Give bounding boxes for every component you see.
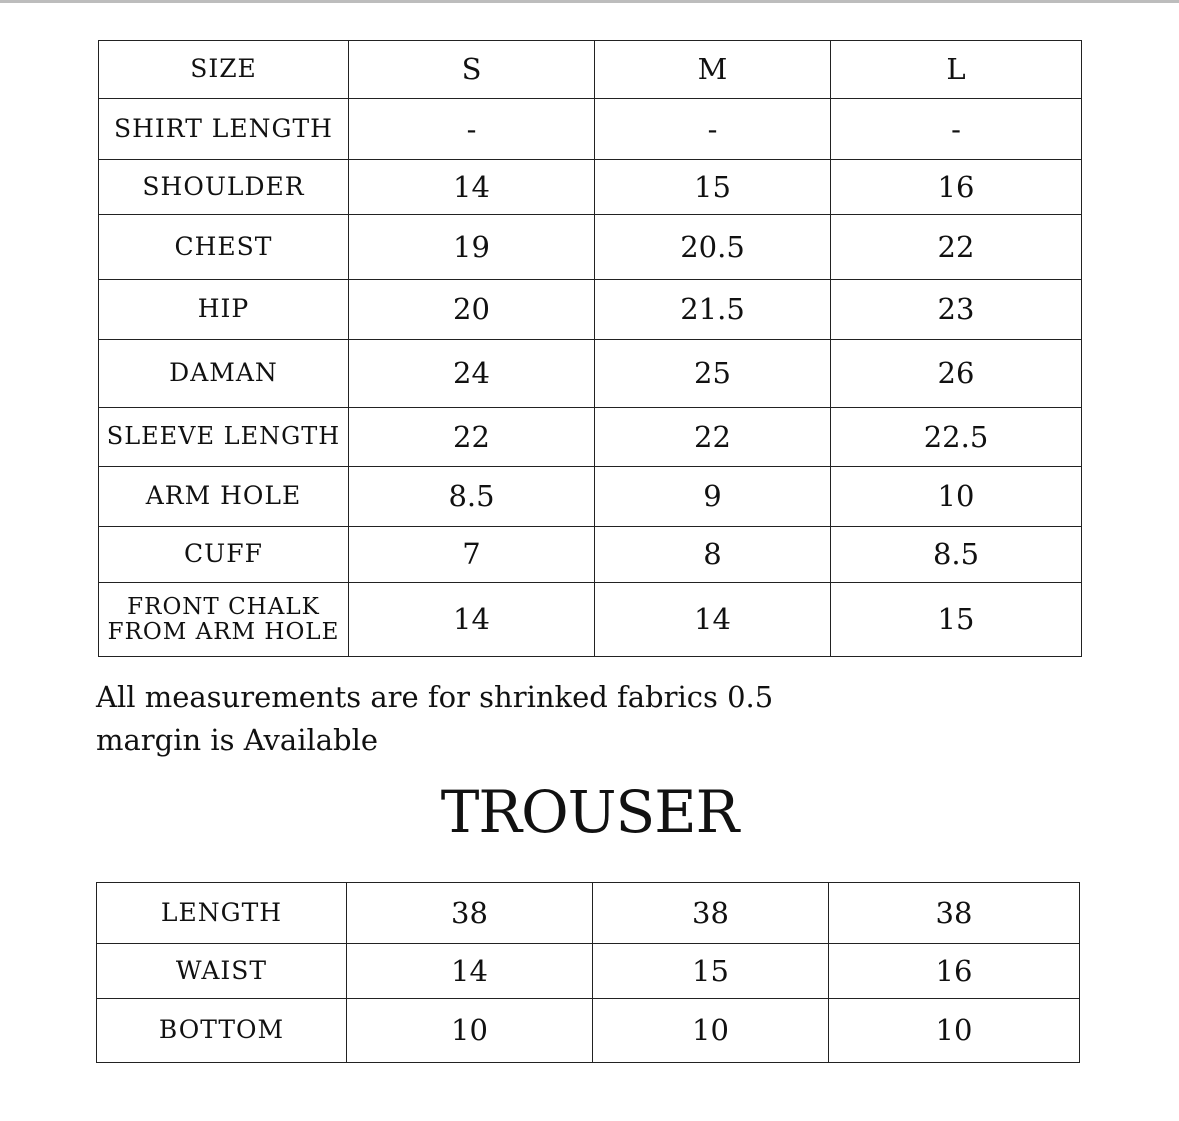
row-label: WAIST	[97, 944, 347, 999]
row-label: SHOULDER	[99, 160, 349, 215]
cell-s: 14	[347, 944, 593, 999]
note-line2: margin is Available	[96, 723, 379, 757]
row-label: DAMAN	[99, 340, 349, 408]
row-label: SLEEVE LENGTH	[99, 408, 349, 467]
cell-s: 38	[347, 883, 593, 944]
cell-m: 21.5	[595, 280, 831, 340]
cell-s: 22	[349, 408, 595, 467]
cell-s: 10	[347, 999, 593, 1063]
cell-l: 22	[831, 215, 1082, 280]
row-label: LENGTH	[97, 883, 347, 944]
row-label: SHIRT LENGTH	[99, 99, 349, 160]
row-label: BOTTOM	[97, 999, 347, 1063]
table-row	[99, 280, 1082, 340]
shirt-size-table	[98, 40, 1082, 657]
header-size: SIZE	[99, 41, 349, 99]
table-row	[99, 160, 1082, 215]
cell-m: 25	[595, 340, 831, 408]
cell-m: 22	[595, 408, 831, 467]
cell-l: 8.5	[831, 527, 1082, 583]
header-l: L	[831, 41, 1082, 99]
row-label: ARM HOLE	[99, 467, 349, 527]
cell-m: -	[595, 99, 831, 160]
trouser-heading: TROUSER	[440, 778, 739, 846]
row-label-line2: FROM ARM HOLE	[107, 618, 340, 645]
row-label: HIP	[99, 280, 349, 340]
cell-m: 9	[595, 467, 831, 527]
cell-l: 23	[831, 280, 1082, 340]
row-label	[99, 583, 349, 657]
table-row	[99, 527, 1082, 583]
cell-l: 15	[831, 583, 1082, 657]
cell-s: 14	[349, 583, 595, 657]
cell-m: 15	[595, 160, 831, 215]
cell-l: 16	[829, 944, 1080, 999]
table-row	[97, 944, 1080, 999]
row-label: CUFF	[99, 527, 349, 583]
table-row	[99, 99, 1082, 160]
cell-s: 8.5	[349, 467, 595, 527]
cell-m: 38	[593, 883, 829, 944]
table-row	[99, 340, 1082, 408]
row-label-line1: FRONT CHALK	[127, 594, 320, 621]
cell-l: 38	[829, 883, 1080, 944]
cell-l: 16	[831, 160, 1082, 215]
table-row	[99, 215, 1082, 280]
table-row	[99, 583, 1082, 657]
cell-s: 20	[349, 280, 595, 340]
top-divider	[0, 0, 1179, 3]
header-m: M	[595, 41, 831, 99]
trouser-size-table	[96, 882, 1080, 1063]
cell-m: 14	[595, 583, 831, 657]
cell-l: 26	[831, 340, 1082, 408]
measurement-note	[96, 676, 856, 762]
table-row	[99, 467, 1082, 527]
cell-s: 24	[349, 340, 595, 408]
cell-l: 22.5	[831, 408, 1082, 467]
cell-m: 8	[595, 527, 831, 583]
note-line1: All measurements are for shrinked fabrics 0.5	[96, 680, 774, 714]
table-row	[99, 408, 1082, 467]
header-s: S	[349, 41, 595, 99]
table-row	[97, 999, 1080, 1063]
cell-m: 10	[593, 999, 829, 1063]
cell-s: 14	[349, 160, 595, 215]
row-label: CHEST	[99, 215, 349, 280]
cell-l: 10	[831, 467, 1082, 527]
cell-s: -	[349, 99, 595, 160]
cell-l: -	[831, 99, 1082, 160]
cell-m: 15	[593, 944, 829, 999]
cell-s: 19	[349, 215, 595, 280]
cell-s: 7	[349, 527, 595, 583]
cell-m: 20.5	[595, 215, 831, 280]
table-header-row	[99, 41, 1082, 99]
table-row	[97, 883, 1080, 944]
cell-l: 10	[829, 999, 1080, 1063]
